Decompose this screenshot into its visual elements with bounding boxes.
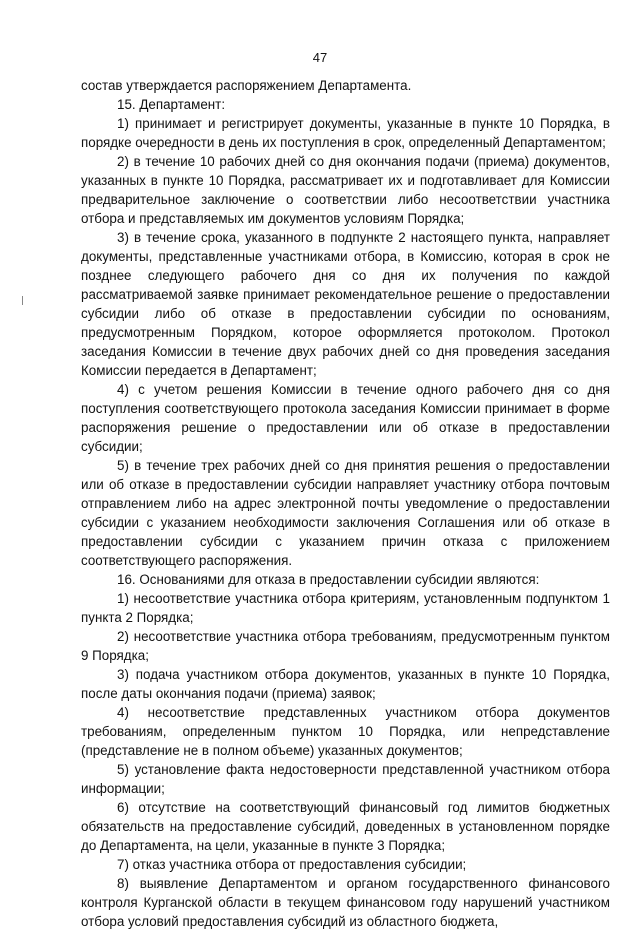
document-body [81,76,610,931]
paragraph: 8) выявление Департаментом и органом государственного финансового контроля Курганской области в текущем финансовом году нарушений участником отбора условий предоставления субсидий из областного бюджета, [81,876,610,929]
paragraph: 4) с учетом решения Комиссии в течение одного рабочего дня со дня поступления соответствующего протокола заседания Комиссии принимает в форме распоряжения решение о предоставлении или об отказе в предоставлении субсидии; [81,382,610,454]
paragraph: 16. Основаниями для отказа в предоставлении субсидии являются: [117,572,540,587]
paragraph: 6) отсутствие на соответствующий финансовый год лимитов бюджетных обязательств на предоставление субсидий, доведенных в установленном порядке до Департамента, на цели, указанные в пункте 3 Порядка; [81,800,610,853]
paragraph: 5) в течение трех рабочих дней со дня принятия решения о предоставлении или об отказе в предоставлении субсидии направляет участнику отбора почтовым отправлением либо на адрес электронной почты уведомление о предоставлении субсидии с указанием необходимости заключения Соглашения или об отказе в предоставлении субсидии с указанием причин отказа с приложением соответствующего распоряжения. [81,458,610,568]
paragraph: 7) отказ участника отбора от предоставления субсидии; [117,857,467,872]
paragraph: 1) принимает и регистрирует документы, указанные в пункте 10 Порядка, в порядке очередности в день их поступления в срок, определенный Департаментом; [81,116,610,150]
paragraph: состав утверждается распоряжением Департамента. [81,78,412,93]
paragraph: 5) установление факта недостоверности представленной участником отбора информации; [81,762,610,796]
paragraph: 4) несоответствие представленных участником отбора документов требованиям, определенным пунктом 10 Порядка, или непредставление (представление не в полном объеме) указанных документов; [81,705,610,758]
paragraph: 3) в течение срока, указанного в подпункте 2 настоящего пункта, направляет документы, представленные участниками отбора, в Комиссию, которая в срок не позднее следующего рабочего дня со дня их получения по каждой рассматриваемой заявке принимает рекомендательное решение о предоставлении субсидии либо об отказе в предоставлении субсидии по основаниям, предусмотренным Порядком, которое оформляется протоколом. Протокол заседания Комиссии в течение двух рабочих дней со дня проведения заседания Комиссии передается в Департамент; [81,230,610,378]
paragraph: 3) подача участником отбора документов, указанных в пункте 10 Порядка, после даты окончания подачи (приема) заявок; [81,667,610,701]
page-number: 47 [312,50,328,65]
paragraph: 15. Департамент: [117,97,226,112]
paragraph: 2) в течение 10 рабочих дней со дня окончания подачи (приема) документов, указанных в пункте 10 Порядка, рассматривает их и подготавливает для Комиссии предварительное заключение о соответствии либо несоответствии участника отбора и представляемых им документов условиям Порядка; [81,154,610,226]
paragraph: 2) несоответствие участника отбора требованиям, предусмотренным пунктом 9 Порядка; [81,629,610,663]
margin-mark [22,296,23,305]
paragraph: 1) несоответствие участника отбора критериям, установленным подпунктом 1 пункта 2 Порядка; [81,591,610,625]
